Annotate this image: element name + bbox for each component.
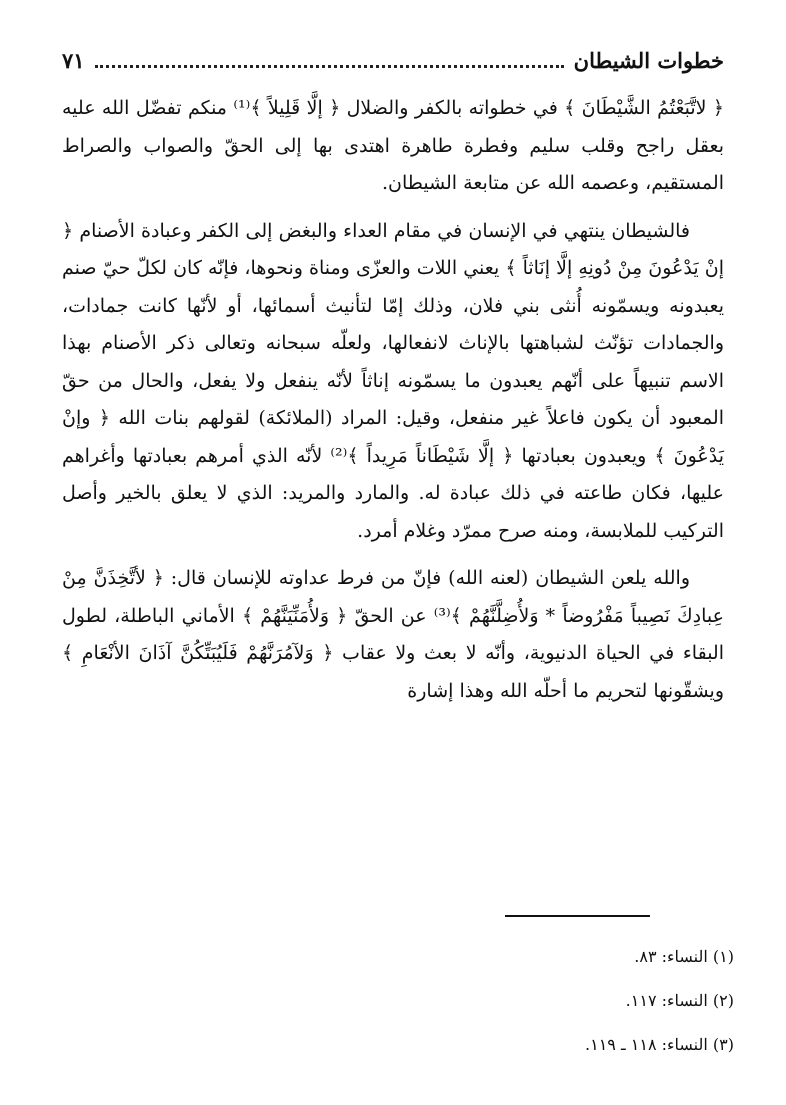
paragraph-1: ﴿ لاتَّبَعْتُمُ الشَّيْطَانَ ﴾ في خطواته بالكفر والضلال ﴿ إلَّا قَلِيلاً ﴾⁽¹⁾ منكم تفضّل الله عليه بعقل راجح وقلب سليم وفطرة طاهرة اهتدى بها إلى الحقّ والصواب والصراط المستقيم، وعصمه الله عن متابعة الشيطان. [62, 97, 725, 194]
page-number: ٧١ [62, 47, 85, 73]
footnote-separator [505, 915, 650, 917]
dot-leader [95, 65, 564, 68]
footnote-1: (١) النساء: ٨٣. [634, 947, 734, 966]
footnotes [62, 935, 734, 1067]
paragraph-3: والله يلعن الشيطان (لعنه الله) فإنّ من فرط عداوته للإنسان قال: ﴿ لأتَّخِذَنَّ مِنْ عِبادِكَ نَصِيباً مَفْرُوضاً * وَلأُضِلَّنَّهُمْ ﴾⁽³⁾ عن الحقّ ﴿ وَلأُمَنِّيَنَّهُمْ ﴾ الأماني الباطلة، لطول البقاء في الحياة الدنيوية، وأنّه لا بعث ولا عقاب ﴿ وَلآمُرَنَّهُمْ فَلَيُبَتِّكُنَّ آذَانَ الأنْعَامِ ﴾ ويشقّونها لتحريم ما أحلّه الله وهذا إشارة [62, 567, 724, 702]
footnote-3: (٣) النساء: ١١٨ ـ ١١٩. [585, 1035, 734, 1054]
chapter-title: خطوات الشيطان [573, 47, 724, 73]
body-text [62, 90, 724, 710]
paragraph-2: فالشيطان ينتهي في الإنسان في مقام العداء والبغض إلى الكفر وعبادة الأصنام ﴿ إنْ يَدْعُونَ مِنْ دُونِهِ إلَّا إنَاثاً ﴾ يعني اللات والعزّى ومناة ونحوها، فإنّه كان لكلّ حيّ صنم يعبدونه ويسمّونه أُنثى بني فلان، وذلك إمّا لتأنيث أسمائها، أو لأنّها كانت جمادات، والجمادات تؤنّث لشباهتها بالإناث لانفعالها، ولعلّه سبحانه وتعالى ذكر الأصنام بهذا الاسم تنبيهاً على أنّهم يعبدون ما يسمّونه إناثاً لأنّه ينفعل ولا يفعل، والحال من حقّ المعبود أن يكون فاعلاً غير منفعل، وقيل: المراد (الملائكة) لقولهم بنات الله ﴿ وإنْ يَدْعُونَ ﴾ ويعبدون بعبادتها ﴿ إلَّا شَيْطَاناً مَرِيداً ﴾⁽²⁾ لأنّه الذي أمرهم بعبادتها وأغراهم عليها، فكان طاعته في ذلك عبادة له. والمارد والمريد: الذي لا يعلق بالخير وأصل التركيب للملابسة، ومنه صرح ممرّد وغلام أمرد. [62, 219, 725, 542]
running-head [62, 40, 724, 80]
footnote-2: (٢) النساء: ١١٧. [625, 991, 734, 1010]
